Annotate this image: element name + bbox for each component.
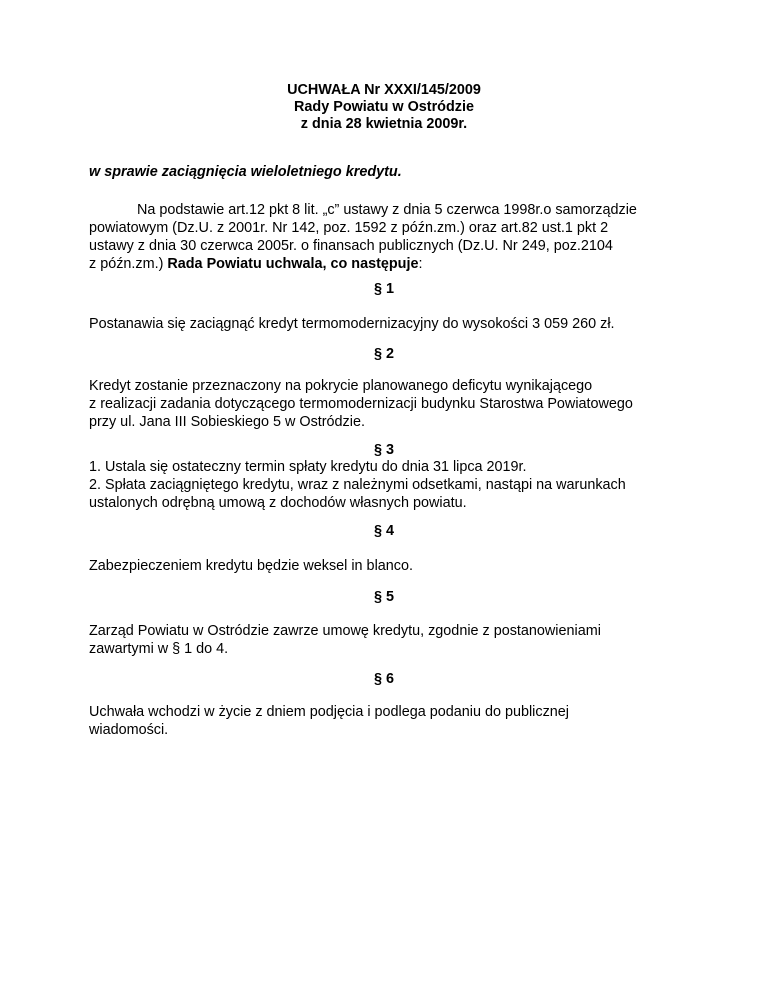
section-line: z realizacji zadania dotyczącego termomodernizacji budynku Starostwa Powiatowego — [89, 396, 633, 412]
section-heading-6: § 6 — [373, 671, 394, 687]
section-heading-4: § 4 — [373, 523, 394, 539]
section-body-6 — [89, 703, 689, 739]
preamble-line: ustawy z dnia 30 czerwca 2005r. o finansach publicznych (Dz.U. Nr 249, poz.2104 — [89, 238, 613, 254]
section-body-5 — [89, 622, 689, 658]
resolution-number: UCHWAŁA Nr XXXI/145/2009 — [287, 82, 481, 98]
section-line: 2. Spłata zaciągniętego kredytu, wraz z należnymi odsetkami, nastąpi na warunkach — [89, 477, 626, 493]
section-heading-5: § 5 — [373, 589, 394, 605]
section-body-4 — [89, 557, 689, 575]
preamble — [89, 201, 689, 273]
resolution-date: z dnia 28 kwietnia 2009r. — [300, 116, 468, 132]
section-heading-2: § 2 — [373, 346, 394, 362]
section-line: Zarząd Powiatu w Ostródzie zawrze umowę kredytu, zgodnie z postanowieniami — [89, 623, 601, 639]
section-body-1 — [89, 315, 689, 333]
section-line: ustalonych odrębną umową z dochodów własnych powiatu. — [89, 495, 467, 511]
resolution-header — [0, 82, 768, 133]
section-heading-3: § 3 — [373, 442, 394, 458]
preamble-text: z późn.zm.) — [89, 256, 168, 272]
preamble-line: powiatowym (Dz.U. z 2001r. Nr 142, poz. 1592 z późn.zm.) oraz art.82 ust.1 pkt 2 — [89, 220, 609, 236]
section-line: Zabezpieczeniem kredytu będzie weksel in blanco. — [89, 558, 413, 574]
enacting-colon: : — [418, 256, 423, 272]
section-body-2 — [89, 377, 689, 431]
section-line: wiadomości. — [89, 722, 169, 738]
section-line: Kredyt zostanie przeznaczony na pokrycie planowanego deficytu wynikającego — [89, 378, 593, 394]
preamble-line: Na podstawie art.12 pkt 8 lit. „c” ustawy z dnia 5 czerwca 1998r.o samorządzie — [137, 202, 637, 218]
preamble-line — [89, 255, 689, 273]
section-line: 1. Ustala się ostateczny termin spłaty kredytu do dnia 31 lipca 2019r. — [89, 459, 527, 475]
section-line: przy ul. Jana III Sobieskiego 5 w Ostródzie. — [89, 414, 365, 430]
resolution-subject: w sprawie zaciągnięcia wieloletniego kredytu. — [89, 164, 402, 180]
council-name: Rady Powiatu w Ostródzie — [294, 99, 474, 115]
section-body-3 — [89, 458, 689, 512]
section-line: Uchwała wchodzi w życie z dniem podjęcia i podlega podaniu do publicznej — [89, 704, 569, 720]
section-line: Postanawia się zaciągnąć kredyt termomodernizacyjny do wysokości 3 059 260 zł. — [89, 316, 615, 332]
section-heading-1: § 1 — [373, 281, 394, 297]
enacting-clause: Rada Powiatu uchwala, co następuje — [167, 256, 419, 272]
section-line: zawartymi w § 1 do 4. — [89, 641, 229, 657]
